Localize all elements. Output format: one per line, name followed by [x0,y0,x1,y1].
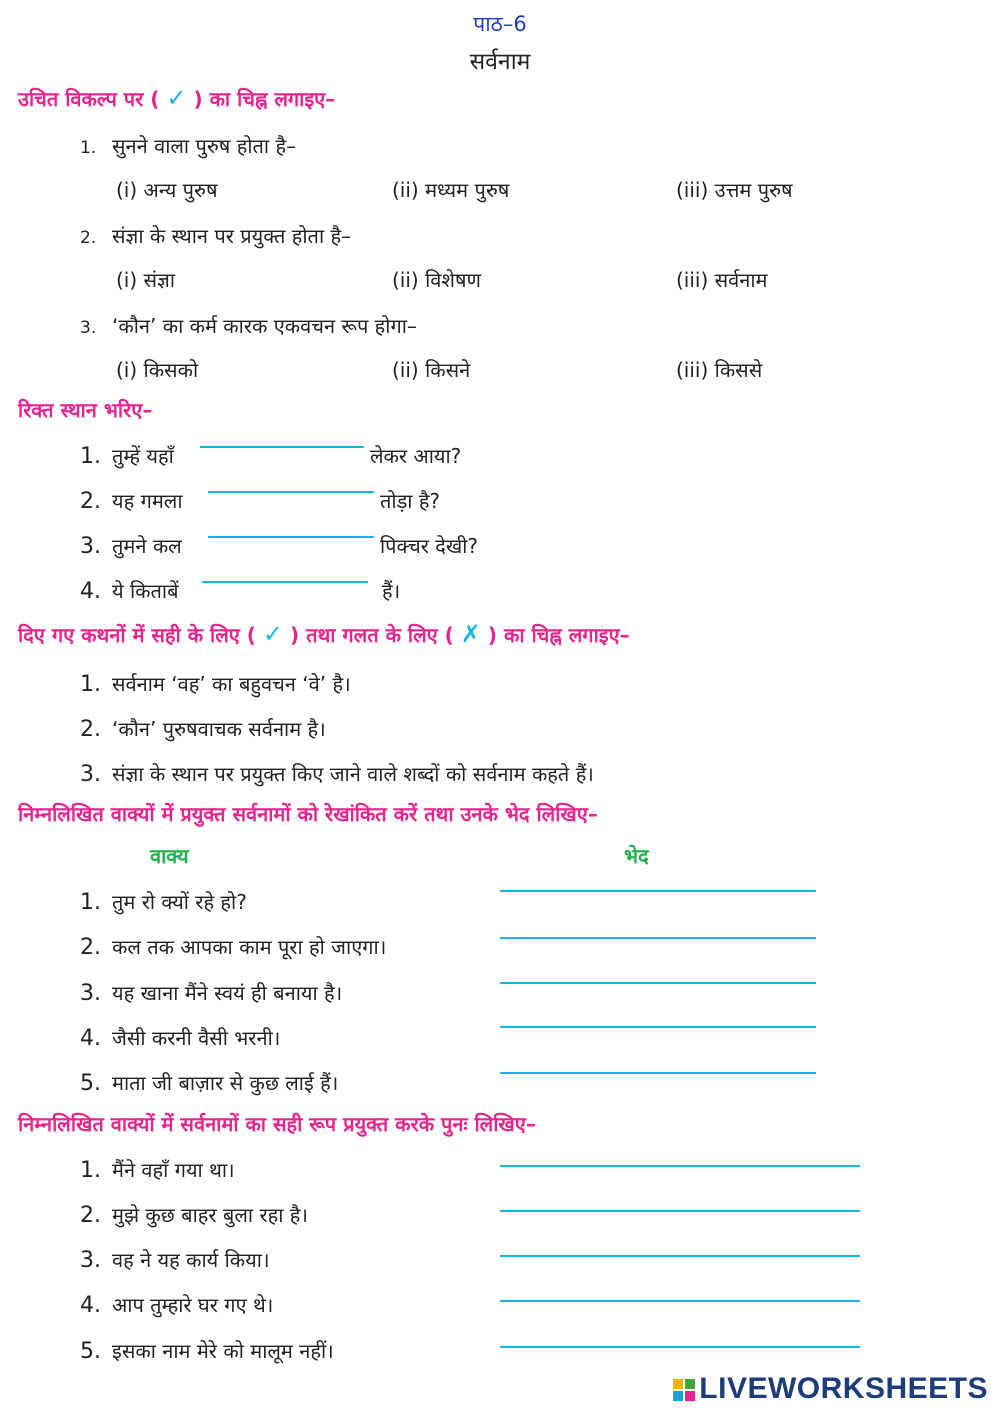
fill-item-2 [80,487,183,514]
question-text: सुनने वाला पुरुष होता है– [112,134,297,158]
item-number: 3. [80,981,101,1006]
item-number: 5. [80,1339,101,1364]
statement-1[interactable] [80,670,351,697]
mcq-1-option-2[interactable]: (ii) मध्यम पुरुष [392,178,510,202]
rewrite-line-3[interactable] [500,1255,860,1257]
sentence-text: आप तुम्हारे घर गए थे। [112,1293,274,1317]
sentence-text[interactable]: माता जी बाज़ार से कुछ लाई हैं। [112,1071,339,1095]
item-text-before: यह गमला [112,489,183,513]
page-title: सर्वनाम [469,49,531,75]
statement-2[interactable] [80,715,326,742]
section1-heading [18,84,335,112]
item-number: 4. [80,1293,101,1318]
rewrite-line-1[interactable] [500,1165,860,1167]
item-number: 3. [80,1248,101,1273]
mcq-1-option-1[interactable]: (i) अन्य पुरुष [116,178,218,202]
rewrite-line-5[interactable] [500,1346,860,1348]
brand-text: LIVEWORKSHEETS [699,1372,988,1405]
section3-heading-a: दिए गए कथनों में सही के लिए ( [18,623,256,647]
item-number: 3. [80,762,101,787]
item-text-before: तुम्हें यहाँ [112,444,174,468]
liveworksheets-logo-icon [673,1379,695,1401]
fill-item-4-after: हैं। [382,579,401,603]
item-number: 4. [80,579,101,604]
answer-line-5[interactable] [500,1072,816,1074]
mcq-question-1 [80,132,296,159]
sentence-text: मैंने वहाँ गया था। [112,1158,235,1182]
sentence-text[interactable]: कल तक आपका काम पूरा हो जाएगा। [112,935,387,959]
answer-line-2[interactable] [500,937,816,939]
sentence-text[interactable]: तुम रो क्यों रहे हो? [112,890,247,914]
liveworksheets-brand[interactable] [673,1372,988,1406]
mcq-2-option-1[interactable]: (i) संज्ञा [116,268,176,292]
answer-line-3[interactable] [500,982,816,984]
item-number: 1. [80,672,101,697]
mcq-question-3 [80,312,417,339]
underline-item-5 [80,1069,338,1096]
item-number: 2. [80,935,101,960]
item-number: 1. [80,1158,101,1183]
column-heading-sentence: वाक्य [150,844,189,868]
underline-item-3 [80,979,342,1006]
question-text: ‘कौन’ का कर्म कारक एकवचन रूप होगा– [112,314,417,338]
check-mark-icon: ✓ [262,620,283,648]
mcq-3-option-2[interactable]: (ii) किसने [392,358,471,382]
answer-line-1[interactable] [500,890,816,892]
item-number: 2. [80,717,101,742]
section3-heading [18,620,630,648]
statement-text: सर्वनाम ‘वह’ का बहुवचन ‘वे’ है। [112,672,351,696]
mcq-1-option-3[interactable]: (iii) उत्तम पुरुष [676,178,793,202]
item-number: 5. [80,1071,101,1096]
sentence-text[interactable]: जैसी करनी वैसी भरनी। [112,1026,281,1050]
item-text-before: ये किताबें [112,579,179,603]
sentence-text: मुझे कुछ बाहर बुला रहा है। [112,1203,308,1227]
fill-blank-4[interactable] [202,581,368,583]
mcq-2-option-3[interactable]: (iii) सर्वनाम [676,268,768,292]
item-number: 1. [80,444,101,469]
fill-item-3-after: पिक्चर देखी? [380,534,479,558]
sentence-text[interactable]: यह खाना मैंने स्वयं ही बनाया है। [112,981,343,1005]
fill-item-4 [80,577,179,604]
item-number: 3. [80,534,101,559]
rewrite-item-1 [80,1156,235,1183]
item-number: 4. [80,1026,101,1051]
chapter-number: पाठ–6 [473,12,527,36]
underline-item-1 [80,888,247,915]
mcq-3-option-1[interactable]: (i) किसको [116,358,199,382]
fill-blank-3[interactable] [208,536,374,538]
sentence-text: वह ने यह कार्य किया। [112,1248,270,1272]
sentence-text: इसका नाम मेरे को मालूम नहीं। [112,1339,334,1363]
section1-heading-pre: उचित विकल्प पर ( [18,87,160,111]
fill-item-1-after: लेकर आया? [370,444,462,468]
item-text-before: तुमने कल [112,534,182,558]
question-number: 1. [80,138,97,158]
rewrite-item-3 [80,1246,270,1273]
fill-blank-2[interactable] [208,491,374,493]
section3-heading-c: ) का चिह्न लगाइए– [487,623,630,647]
rewrite-item-4 [80,1291,273,1318]
statement-3[interactable] [80,760,594,787]
underline-item-2 [80,933,386,960]
statement-text: ‘कौन’ पुरुषवाचक सर्वनाम है। [112,717,326,741]
section4-heading: निम्नलिखित वाक्यों में प्रयुक्त सर्वनामों को रेखांकित करें तथा उनके भेद लिखिए– [18,802,598,826]
fill-item-3 [80,532,182,559]
fill-item-2-after: तोड़ा है? [380,489,441,513]
section1-heading-post: ) का चिह्न लगाइए– [193,87,336,111]
rewrite-line-2[interactable] [500,1210,860,1212]
mcq-2-option-2[interactable]: (ii) विशेषण [392,268,481,292]
section3-heading-b: ) तथा गलत के लिए ( [289,623,454,647]
check-mark-icon: ✓ [166,84,187,112]
item-number: 2. [80,489,101,514]
section5-heading: निम्नलिखित वाक्यों में सर्वनामों का सही रूप प्रयुक्त करके पुनः लिखिए– [18,1112,536,1136]
rewrite-item-2 [80,1201,308,1228]
cross-mark-icon: ✗ [460,620,481,648]
fill-blank-1[interactable] [200,446,364,448]
item-number: 1. [80,890,101,915]
question-text: संज्ञा के स्थान पर प्रयुक्त होता है– [112,224,352,248]
rewrite-line-4[interactable] [500,1300,860,1302]
answer-line-4[interactable] [500,1026,816,1028]
rewrite-item-5 [80,1337,334,1364]
question-number: 3. [80,318,97,338]
section2-heading: रिक्त स्थान भरिए– [18,398,153,422]
mcq-question-2 [80,222,351,249]
mcq-3-option-3[interactable]: (iii) किससे [676,358,763,382]
underline-item-4 [80,1024,280,1051]
question-number: 2. [80,228,97,248]
fill-item-1 [80,442,174,469]
column-heading-type: भेद [624,844,649,868]
statement-text: संज्ञा के स्थान पर प्रयुक्त किए जाने वाले शब्दों को सर्वनाम कहते हैं। [112,762,594,786]
item-number: 2. [80,1203,101,1228]
